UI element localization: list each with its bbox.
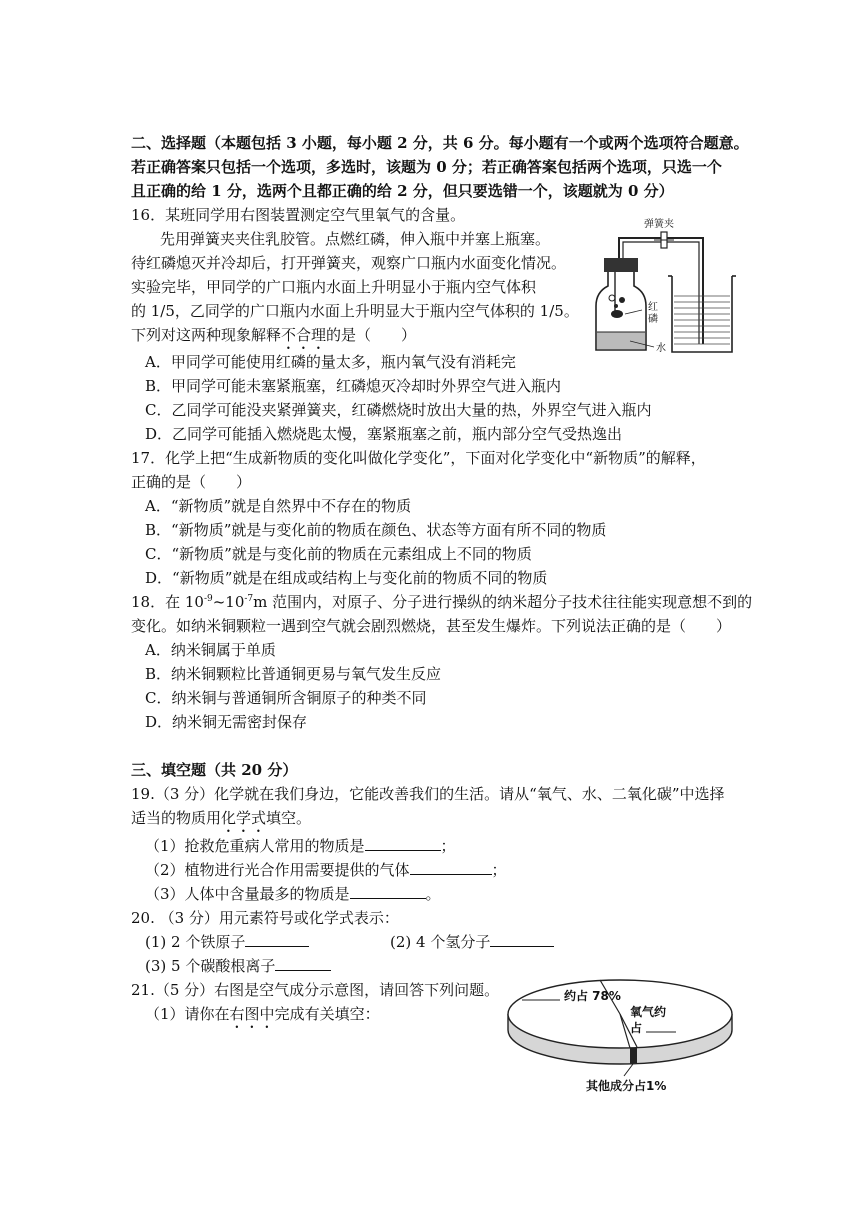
- section3-heading: 三、填空题（共 20 分）: [131, 761, 298, 779]
- q16-para-5-pre: 下列对这两种现象解释: [131, 326, 282, 344]
- q19-stem-pre: 适当的物质用: [131, 809, 222, 827]
- label-nitrogen-78: 约占 78%: [564, 989, 621, 1003]
- q18-exponent-1: -9: [203, 594, 213, 604]
- label-other-1: 其他成分占1%: [586, 1079, 667, 1093]
- q20-sub-1-text: (1) 2 个铁原子: [145, 933, 246, 951]
- section2-heading-line1: 二、选择题（本题包括 3 小题，每小题 2 分，共 6 分。每小题有一个或两个选项符合题意。: [131, 134, 749, 152]
- q20-sub-2-text: (2) 4 个氢分子: [390, 933, 491, 951]
- section2-heading-line3: 且正确的给 1 分，选两个且都正确的给 2 分，但只要选错一个，该题就为 0 分）: [131, 182, 674, 200]
- q18-option-d: D．纳米铜无需密封保存: [145, 713, 308, 731]
- q19-sub-3-text: （3）人体中含量最多的物质是: [145, 885, 350, 903]
- q21-sub-1-post: 完成有关填空：: [274, 1005, 380, 1023]
- q17-stem-line2: 正确的是（ ）: [131, 473, 252, 491]
- label-water: 水: [656, 343, 666, 354]
- q16-para-2: 待红磷熄灭并冷却后，打开弹簧夹，观察广口瓶内水面变化情况。: [131, 254, 567, 272]
- q19-sub-2: [145, 858, 507, 882]
- q19-answer-blank-2[interactable]: [410, 858, 492, 875]
- q20-sub-1: [145, 930, 309, 954]
- q16-para-4: 的 1/5，乙同学的广口瓶内水面上升明显大于瓶内空气体积的 1/5。: [131, 302, 579, 320]
- q19-sub-2-end: ；: [491, 861, 507, 879]
- q16-para-5: [131, 323, 416, 353]
- q17-option-d: D．“新物质”就是在组成或结构上与变化前的物质不同的物质: [145, 569, 548, 587]
- q20-sub-3-text: (3) 5 个碳酸根离子: [145, 957, 276, 975]
- q18-stem-post: m 范围内，对原子、分子进行操纵的纳米超分子技术往往能实现意想不到的: [253, 593, 753, 611]
- q19-stem-line1: 19.（3 分）化学就在我们身边，它能改善我们的生活。请从“氧气、水、二氧化碳”中选择: [131, 785, 725, 803]
- q18-stem-line1: [131, 590, 752, 614]
- q19-sub-1-text: （1）抢救危重病人常用的物质是: [145, 837, 365, 855]
- q19-answer-blank-1[interactable]: [365, 834, 441, 851]
- q16-para-1: 先用弹簧夹夹住乳胶管。点燃红磷，伸入瓶中并塞上瓶塞。: [160, 230, 551, 248]
- q21-sub-1-pre: （1）请你在: [145, 1005, 230, 1023]
- q17-option-a: A．“新物质”就是自然界中不存在的物质: [145, 497, 412, 515]
- label-spring-clamp: 弹簧夹: [644, 219, 674, 230]
- q16-option-d: D．乙同学可能插入燃烧匙太慢，塞紧瓶塞之前，瓶内部分空气受热逸出: [145, 425, 623, 443]
- q18-exponent-2: -7: [244, 594, 254, 604]
- q18-option-c: C．纳米铜与普通铜所含铜原子的种类不同: [145, 689, 427, 707]
- q20-sub-3: [145, 954, 331, 978]
- q17-option-b: B．“新物质”就是与变化前的物质在颜色、状态等方面有所不同的物质: [145, 521, 607, 539]
- q19-sub-2-text: （2）植物进行光合作用需要提供的气体: [145, 861, 410, 879]
- label-oxygen-1: 氧气约: [630, 1005, 667, 1019]
- q19-sub-1-end: ；: [440, 837, 456, 855]
- q21-sub-1: [145, 1002, 380, 1032]
- q16-emphasis-not-reasonable: 不合理: [281, 326, 327, 344]
- q20-stem: 20. （3 分）用元素符号或化学式表示：: [131, 909, 399, 927]
- q21-stem: 21.（5 分）右图是空气成分示意图，请回答下列问题。: [131, 981, 500, 999]
- q20-answer-blank-2[interactable]: [490, 930, 554, 947]
- q19-sub-1: [145, 834, 456, 858]
- label-red-phosphorus-2: 磷: [648, 314, 658, 325]
- q16-option-b: B．甲同学可能未塞紧瓶塞，红磷熄灭冷却时外界空气进入瓶内: [145, 377, 562, 395]
- q19-stem-post: 填空。: [266, 809, 312, 827]
- oxygen-experiment-figure: [590, 214, 740, 356]
- q18-option-b: B．纳米铜颗粒比普通铜更易与氧气发生反应: [145, 665, 442, 683]
- q16-option-c: C．乙同学可能没夹紧弹簧夹，红磷燃烧时放出大量的热，外界空气进入瓶内: [145, 401, 652, 419]
- label-oxygen-2: 占: [630, 1021, 643, 1035]
- q19-sub-3-end: 。: [425, 885, 441, 903]
- q16-para-3: 实验完毕，甲同学的广口瓶内水面上升明显小于瓶内空气体积: [131, 278, 537, 296]
- q17-option-c: C．“新物质”就是与变化前的物质在元素组成上不同的物质: [145, 545, 532, 563]
- q20-answer-blank-3[interactable]: [275, 954, 331, 971]
- q17-stem-line1: 17．化学上把“生成新物质的变化叫做化学变化”，下面对化学变化中“新物质”的解释，: [131, 449, 706, 467]
- q16-option-a: A．甲同学可能使用红磷的量太多，瓶内氧气没有消耗完: [145, 353, 516, 371]
- air-composition-pie-figure: [500, 972, 740, 1100]
- q18-stem-mid: ~10: [212, 593, 245, 611]
- label-red-phosphorus-1: 红: [648, 302, 658, 313]
- q16-stem: 16．某班同学用右图装置测定空气里氧气的含量。: [131, 206, 466, 224]
- q20-sub-2: [390, 930, 554, 954]
- q18-stem-line2: 变化。如纳米铜颗粒一遇到空气就会剧烈燃烧，甚至发生爆炸。下列说法正确的是（ ）: [131, 617, 732, 635]
- q19-stem-line2: [131, 806, 311, 836]
- q20-answer-blank-1[interactable]: [245, 930, 309, 947]
- q18-option-a: A．纳米铜属于单质: [145, 641, 276, 659]
- q19-answer-blank-3[interactable]: [350, 882, 426, 899]
- q16-para-5-post: 的是（ ）: [326, 326, 417, 344]
- q19-sub-3: [145, 882, 441, 906]
- q18-stem-pre: 18．在 10: [131, 593, 204, 611]
- q21-emphasis-right-figure: 右图中: [229, 1005, 275, 1023]
- section2-heading-line2: 若正确答案只包括一个选项，多选时，该题为 0 分；若正确答案包括两个选项，只选一个: [131, 158, 722, 176]
- q19-emphasis-formula: 化学式: [221, 809, 267, 827]
